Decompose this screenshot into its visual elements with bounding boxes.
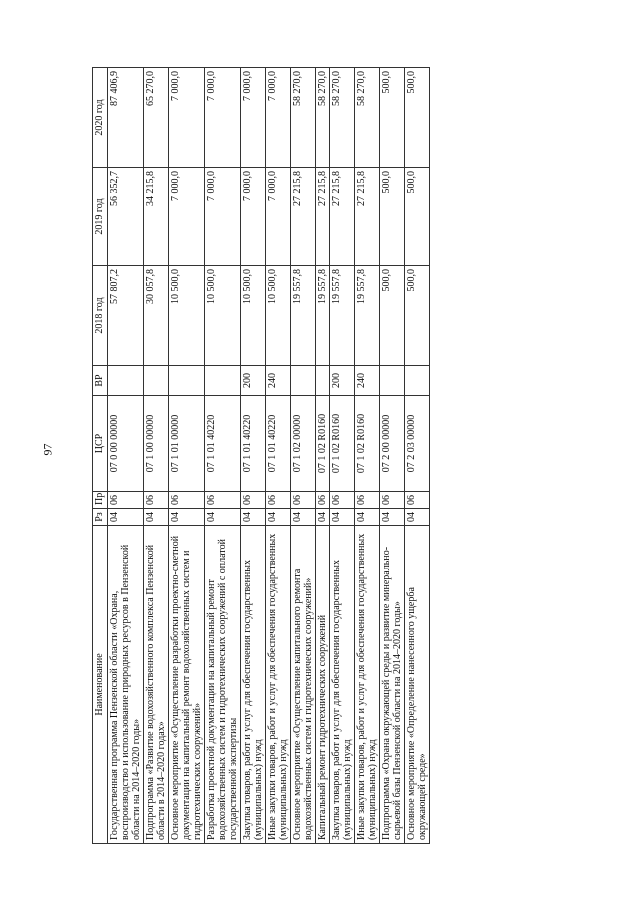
cell-csr: 07 1 02 R0160 [355, 396, 380, 492]
cell-vr [144, 366, 169, 396]
page-number: 97 [40, 443, 55, 456]
cell-2019: 7 000,0 [241, 168, 266, 266]
cell-rz: 04 [380, 509, 405, 526]
cell-2019: 27 215,8 [355, 168, 380, 266]
cell-vr [291, 366, 316, 396]
table-row [205, 68, 241, 844]
cell-2020: 7 000,0 [169, 68, 205, 168]
cell-pr: 06 [330, 492, 355, 509]
cell-name: Подпрограмма «Охрана окружающей среды и развитие минерально-сырьевой базы Пензенской области на 2014–2020 годы» [380, 526, 405, 844]
cell-name: Основное мероприятие «Осуществление разработки проектно-сметной документации на капитальный ремонт водохозяйственных систем и гидротехнических сооружений» [169, 526, 205, 844]
header-name: Наименование [93, 526, 108, 844]
cell-2020: 500,0 [405, 68, 430, 168]
cell-2019: 27 215,8 [316, 168, 330, 266]
cell-csr: 07 1 02 R0160 [330, 396, 355, 492]
cell-2020: 65 270,0 [144, 68, 169, 168]
cell-csr: 07 1 01 00000 [169, 396, 205, 492]
cell-2018: 57 807,2 [108, 266, 144, 366]
cell-rz: 04 [291, 509, 316, 526]
cell-pr: 06 [355, 492, 380, 509]
cell-pr: 06 [169, 492, 205, 509]
cell-2018: 19 557,8 [316, 266, 330, 366]
cell-name: Подпрограмма «Развитие водохозяйственного комплекса Пензенской области в 2014–2020 годах» [144, 526, 169, 844]
cell-rz: 04 [205, 509, 241, 526]
table-row [355, 68, 380, 844]
table-row [380, 68, 405, 844]
cell-2018: 19 557,8 [291, 266, 316, 366]
cell-vr [205, 366, 241, 396]
cell-csr: 07 1 01 40220 [266, 396, 291, 492]
header-2020: 2020 год [93, 68, 108, 168]
cell-csr: 07 1 02 R0160 [316, 396, 330, 492]
cell-name: Основное мероприятие «Определение нанесенного ущерба окружающей среде» [405, 526, 430, 844]
cell-2018: 10 500,0 [205, 266, 241, 366]
cell-pr: 06 [108, 492, 144, 509]
cell-2019: 7 000,0 [205, 168, 241, 266]
cell-csr: 07 1 02 00000 [291, 396, 316, 492]
header-vr: ВР [93, 366, 108, 396]
table-row [144, 68, 169, 844]
cell-vr [108, 366, 144, 396]
cell-csr: 07 1 01 40220 [205, 396, 241, 492]
cell-2020: 7 000,0 [241, 68, 266, 168]
cell-rz: 04 [316, 509, 330, 526]
cell-pr: 06 [241, 492, 266, 509]
cell-2019: 7 000,0 [169, 168, 205, 266]
cell-2018: 10 500,0 [266, 266, 291, 366]
cell-vr [169, 366, 205, 396]
cell-name: Иные закупки товаров, работ и услуг для обеспечения государственных (муниципальных) нужд [355, 526, 380, 844]
cell-csr: 07 1 01 40220 [241, 396, 266, 492]
header-pr: Пр [93, 492, 108, 509]
cell-name: Закупка товаров, работ и услуг для обеспечения государственных (муниципальных) нужд [330, 526, 355, 844]
cell-2018: 500,0 [380, 266, 405, 366]
cell-2019: 56 352,7 [108, 168, 144, 266]
cell-2018: 500,0 [405, 266, 430, 366]
table-row [169, 68, 205, 844]
table-row [241, 68, 266, 844]
cell-2020: 7 000,0 [266, 68, 291, 168]
cell-name: Государственная программа Пензенской области «Охрана, воспроизводство и использование природных ресурсов в Пензенской области на 2014–2020 годы» [108, 526, 144, 844]
table-row [330, 68, 355, 844]
cell-vr: 240 [355, 366, 380, 396]
cell-2019: 27 215,8 [330, 168, 355, 266]
cell-vr: 240 [266, 366, 291, 396]
table-row [266, 68, 291, 844]
cell-2020: 58 270,0 [330, 68, 355, 168]
cell-csr: 07 2 03 00000 [405, 396, 430, 492]
budget-table [92, 67, 430, 844]
cell-rz: 04 [355, 509, 380, 526]
cell-vr [380, 366, 405, 396]
cell-rz: 04 [266, 509, 291, 526]
cell-pr: 06 [266, 492, 291, 509]
header-row [93, 68, 108, 844]
table-row [316, 68, 330, 844]
cell-2019: 7 000,0 [266, 168, 291, 266]
cell-2019: 500,0 [380, 168, 405, 266]
cell-rz: 04 [108, 509, 144, 526]
header-csr: ЦСР [93, 396, 108, 492]
cell-csr: 07 2 00 00000 [380, 396, 405, 492]
cell-2020: 87 406,9 [108, 68, 144, 168]
cell-name: Закупка товаров, работ и услуг для обеспечения государственных (муниципальных) нужд [241, 526, 266, 844]
cell-pr: 06 [316, 492, 330, 509]
table-header [93, 68, 108, 844]
cell-vr: 200 [241, 366, 266, 396]
table-body [108, 68, 430, 844]
table-row [291, 68, 316, 844]
cell-vr [316, 366, 330, 396]
header-2019: 2019 год [93, 168, 108, 266]
cell-2018: 10 500,0 [169, 266, 205, 366]
rotated-page-content [92, 68, 510, 844]
cell-vr [405, 366, 430, 396]
cell-pr: 06 [291, 492, 316, 509]
table-row [108, 68, 144, 844]
cell-pr: 06 [405, 492, 430, 509]
table-row [405, 68, 430, 844]
cell-2020: 58 270,0 [291, 68, 316, 168]
cell-rz: 04 [241, 509, 266, 526]
cell-rz: 04 [330, 509, 355, 526]
cell-rz: 04 [169, 509, 205, 526]
cell-pr: 06 [205, 492, 241, 509]
header-2018: 2018 год [93, 266, 108, 366]
cell-2020: 58 270,0 [355, 68, 380, 168]
cell-2018: 19 557,8 [330, 266, 355, 366]
cell-2019: 500,0 [405, 168, 430, 266]
cell-2020: 58 270,0 [316, 68, 330, 168]
cell-name: Разработка проектной документации на капитальный ремонт водохозяйственных систем и гидротехнических сооружений с оплатой государственной экспертизы [205, 526, 241, 844]
cell-rz: 04 [405, 509, 430, 526]
cell-name: Капитальный ремонт гидротехнических сооружений [316, 526, 330, 844]
cell-2020: 7 000,0 [205, 68, 241, 168]
cell-2018: 30 057,8 [144, 266, 169, 366]
cell-pr: 06 [144, 492, 169, 509]
cell-2019: 27 215,8 [291, 168, 316, 266]
cell-2020: 500,0 [380, 68, 405, 168]
cell-csr: 07 1 00 00000 [144, 396, 169, 492]
cell-vr: 200 [330, 366, 355, 396]
cell-2019: 34 215,8 [144, 168, 169, 266]
cell-2018: 10 500,0 [241, 266, 266, 366]
cell-name: Иные закупки товаров, работ и услуг для обеспечения государственных (муниципальных) нужд [266, 526, 291, 844]
cell-name: Основное мероприятие «Осуществление капитального ремонта водохозяйственных систем и гидротехнических сооружений» [291, 526, 316, 844]
cell-csr: 07 0 00 00000 [108, 396, 144, 492]
cell-rz: 04 [144, 509, 169, 526]
header-rz: Рз [93, 509, 108, 526]
cell-2018: 19 557,8 [355, 266, 380, 366]
cell-pr: 06 [380, 492, 405, 509]
